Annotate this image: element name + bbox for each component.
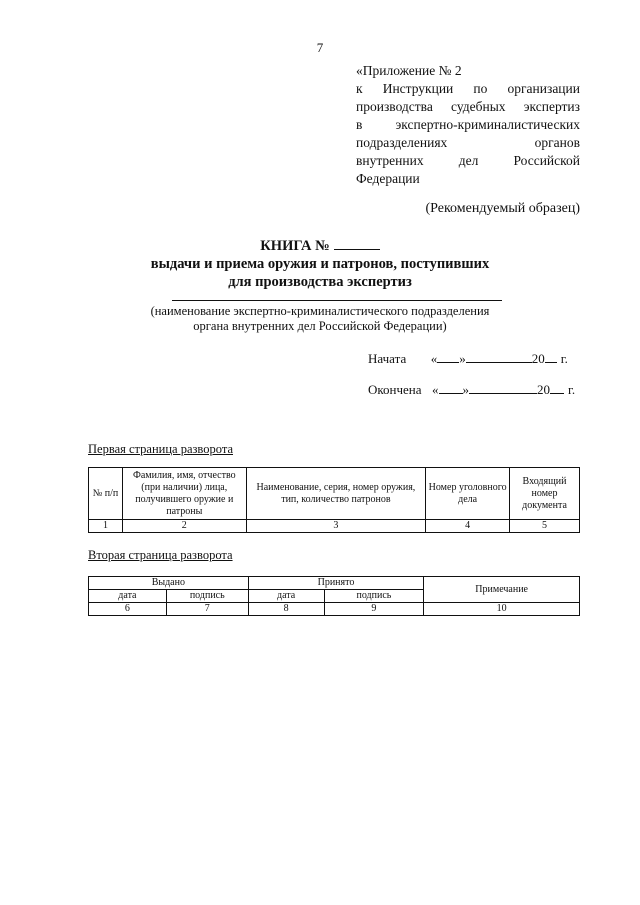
- header-cell-number: № п/п: [89, 468, 123, 520]
- ended-date-row: [368, 381, 575, 398]
- header-cell-recipient: Фамилия, имя, отчество (при наличии) лица, получившего оружие и патроны: [122, 468, 246, 520]
- table-number-row: [89, 603, 580, 616]
- organization-caption-line-1: (наименование экспертно-криминалистического подразделения: [150, 304, 490, 318]
- second-spread-heading: Вторая страница разворота: [88, 548, 233, 562]
- ended-label: Окончена: [368, 382, 422, 397]
- year-blank: [550, 381, 564, 394]
- open-quote: «: [432, 382, 439, 397]
- subheader-date: дата: [248, 590, 324, 603]
- header-cell-weapon: Наименование, серия, номер оружия, тип, количество патронов: [246, 468, 426, 520]
- year-suffix: г.: [568, 382, 576, 397]
- close-quote: »: [459, 351, 466, 366]
- appendix-line: внутренних дел Российской: [356, 153, 580, 168]
- column-number: 10: [424, 603, 580, 616]
- book-subtitle-2: для производства экспертиз: [228, 274, 412, 290]
- column-number: 5: [510, 520, 580, 533]
- book-title-text: КНИГА №: [260, 238, 330, 254]
- appendix-line: в экспертно-криминалистических: [356, 117, 580, 132]
- appendix-block: [356, 62, 580, 188]
- appendix-line: подразделениях органов: [356, 135, 580, 150]
- column-number: 9: [324, 603, 424, 616]
- book-subtitle-1: выдачи и приема оружия и патронов, поступивших: [150, 256, 490, 272]
- open-quote: «: [430, 351, 438, 366]
- appendix-line: к Инструкции по организации: [356, 81, 580, 96]
- book-number-blank: [334, 236, 380, 250]
- subheader-signature: подпись: [324, 590, 424, 603]
- table-number-row: [89, 520, 580, 533]
- table-header-row: [89, 468, 580, 520]
- organization-caption-line-2: органа внутренних дел Российской Федерации): [193, 319, 447, 333]
- column-number: 4: [426, 520, 510, 533]
- first-spread-table: [88, 467, 580, 533]
- group-received: Принято: [248, 577, 424, 590]
- book-title-block: [0, 236, 640, 291]
- subheader-signature: подпись: [166, 590, 248, 603]
- column-number: 3: [246, 520, 426, 533]
- close-quote: »: [462, 382, 470, 397]
- appendix-line: производства судебных экспертиз: [356, 99, 580, 114]
- column-number: 8: [248, 603, 324, 616]
- column-number: 2: [122, 520, 246, 533]
- first-spread-heading: Первая страница разворота: [88, 442, 233, 456]
- group-issued: Выдано: [89, 577, 249, 590]
- appendix-line: Федерации: [356, 171, 420, 186]
- note-header: Примечание: [424, 577, 580, 603]
- day-blank: [439, 381, 463, 394]
- second-spread-table: [88, 576, 580, 616]
- month-blank: [469, 381, 537, 394]
- year-prefix: 20: [531, 351, 545, 366]
- appendix-line: «Приложение № 2: [356, 63, 462, 78]
- column-number: 7: [166, 603, 248, 616]
- page-number: 7: [316, 40, 324, 55]
- column-number: 6: [89, 603, 167, 616]
- day-blank: [437, 350, 459, 363]
- month-blank: [466, 350, 532, 363]
- column-number: 1: [89, 520, 123, 533]
- table-group-row: [89, 577, 580, 590]
- year-prefix: 20: [537, 382, 551, 397]
- book-title: [0, 236, 640, 255]
- organization-name-line: [172, 300, 502, 301]
- year-suffix: г.: [560, 351, 568, 366]
- subheader-date: дата: [89, 590, 167, 603]
- started-label: Начата: [368, 351, 407, 366]
- year-blank: [545, 350, 557, 363]
- header-cell-incoming-doc: Входящий номер документа: [510, 468, 580, 520]
- organization-caption: [0, 304, 640, 334]
- header-cell-case-number: Номер уголовного дела: [426, 468, 510, 520]
- started-date-row: [368, 350, 568, 367]
- recommended-sample-label: (Рекомендуемый образец): [425, 201, 580, 216]
